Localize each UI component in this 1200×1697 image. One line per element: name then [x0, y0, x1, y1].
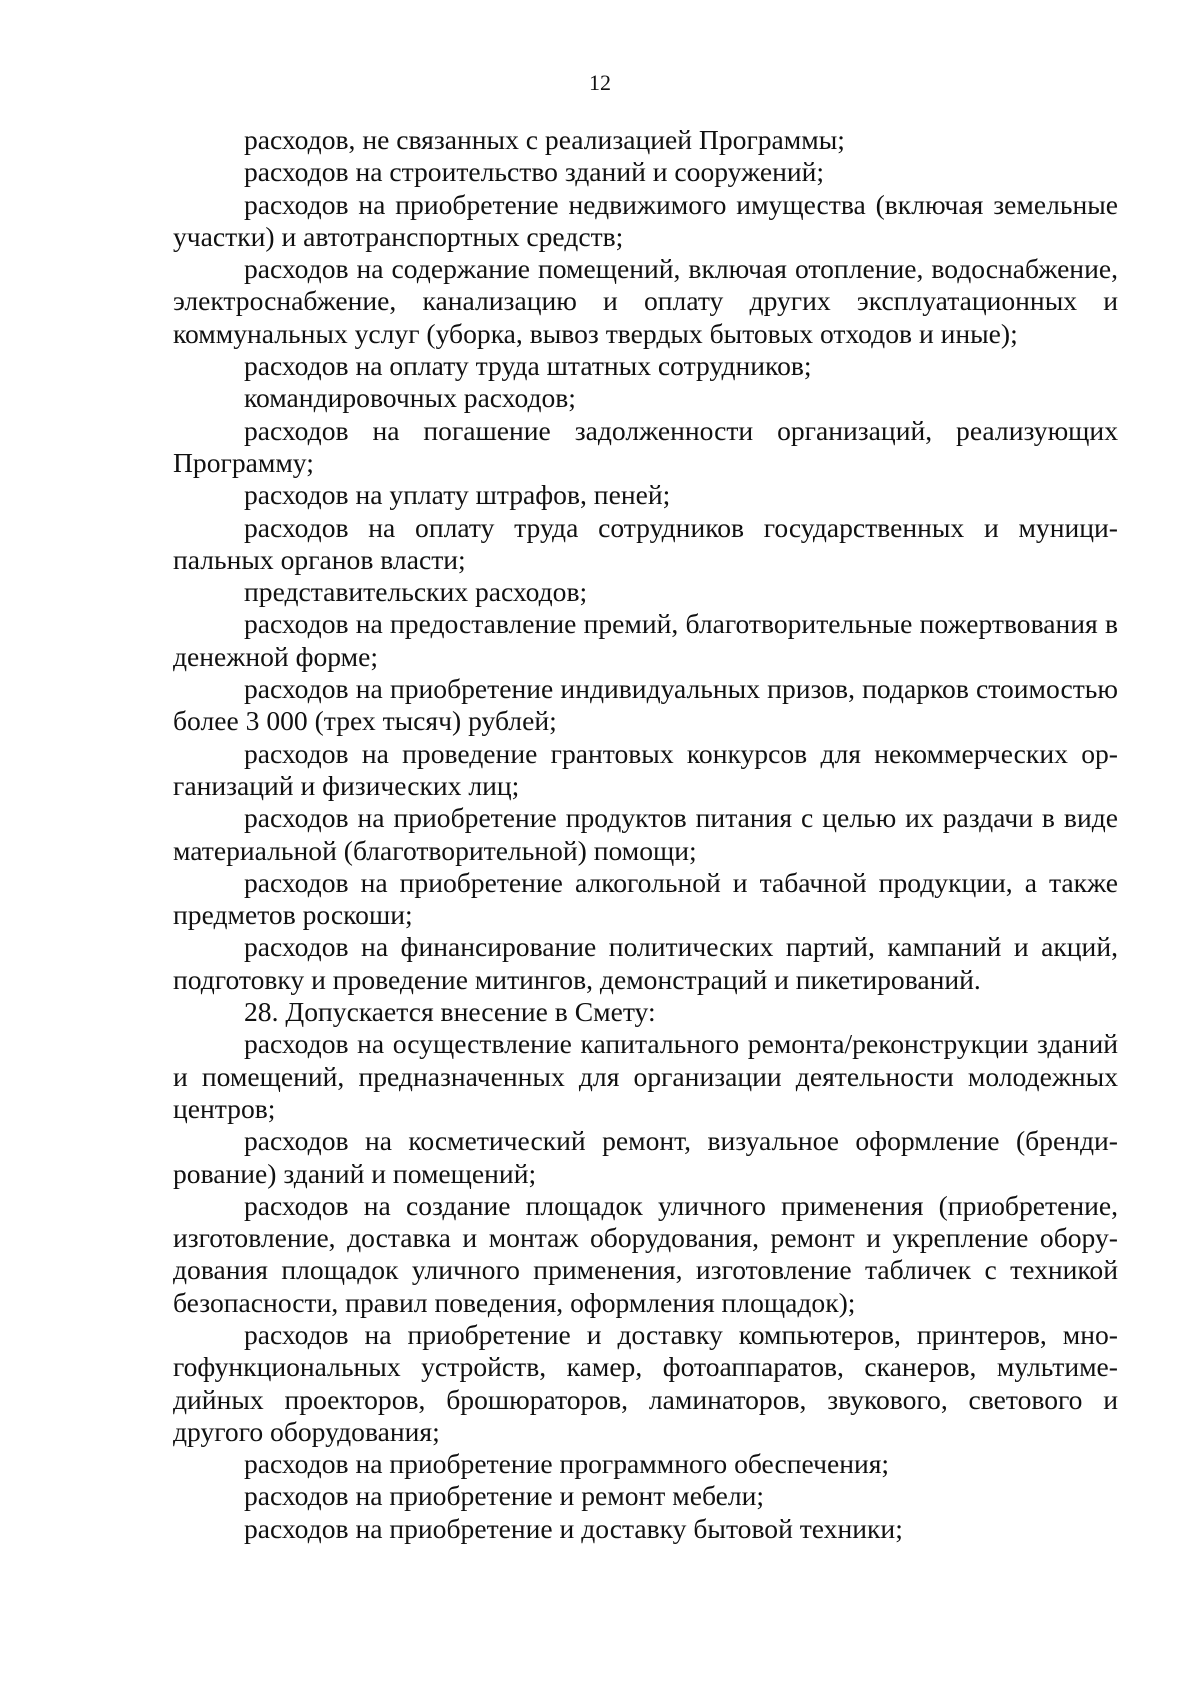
paragraph: расходов на уплату штрафов, пеней;: [244, 479, 671, 511]
paragraph: расходов на строительство зданий и сооружений;: [244, 156, 825, 188]
paragraph: расходов на погашение задолженности организаций, реализующих Программу;: [173, 414, 1118, 478]
paragraph: расходов на предоставление премий, благотворительные пожертвования в денежной форме;: [173, 608, 1118, 672]
paragraph: расходов на проведение грантовых конкурсов для некоммерческих организаций и физических лиц;: [173, 737, 1118, 801]
paragraph: расходов на приобретение продуктов питания с целью их раздачи в виде материальной (благотворительной) помощи;: [173, 802, 1118, 866]
paragraph: расходов на приобретение и доставку компьютеров, принтеров, многофункциональных устройств, камер, фотоаппаратов, сканеров, мультимедийных проекторов, брошюраторов, ламинаторов, звукового, светового и другого оборудования;: [173, 1318, 1118, 1447]
paragraph: расходов на создание площадок уличного применения (приобретение, изготовление, доставка и монтаж оборудования, ремонт и укрепление оборудования площадок уличного применения, изготовление табличек с техникой безопасности, правил поведения, оформления площадок);: [173, 1189, 1118, 1318]
page-number: 12: [589, 70, 611, 95]
paragraph: командировочных расходов;: [244, 382, 576, 414]
paragraph: расходов на оплату труда штатных сотрудников;: [244, 350, 812, 382]
paragraph: расходов на приобретение и ремонт мебели;: [244, 1480, 765, 1512]
paragraph: 28. Допускается внесение в Смету:: [244, 996, 656, 1028]
paragraph: расходов на осуществление капитального ремонта/реконструкции зданий и помещений, предназначенных для организации деятельности молодежных центров;: [173, 1028, 1118, 1124]
paragraph: представительских расходов;: [244, 576, 588, 608]
paragraph: расходов на приобретение программного обеспечения;: [244, 1448, 890, 1480]
paragraph: расходов на оплату труда сотрудников государственных и муниципальных органов власти;: [173, 511, 1118, 575]
document-body: [173, 124, 1118, 1545]
paragraph: расходов на приобретение алкогольной и табачной продукции, а также предметов роскоши;: [173, 866, 1118, 931]
paragraph: расходов на приобретение недвижимого имущества (включая земельные участки) и автотранспортных средств;: [173, 188, 1118, 252]
paragraph: расходов, не связанных с реализацией Программы;: [244, 124, 845, 155]
paragraph: расходов на приобретение и доставку бытовой техники;: [244, 1512, 903, 1544]
paragraph: расходов на приобретение индивидуальных призов, подарков стоимостью более 3 000 (трех тысяч) рублей;: [173, 673, 1118, 737]
paragraph: расходов на содержание помещений, включая отопление, водоснабжение, электроснабжение, канализацию и оплату других эксплуатационных и коммунальных услуг (уборка, вывоз твердых бытовых отходов и иные);: [173, 253, 1118, 349]
paragraph: расходов на косметический ремонт, визуальное оформление (брендирование) зданий и помещений;: [173, 1125, 1118, 1189]
paragraph: расходов на финансирование политических партий, кампаний и акций, подготовку и проведение митингов, демонстраций и пикетирований.: [173, 931, 1118, 995]
